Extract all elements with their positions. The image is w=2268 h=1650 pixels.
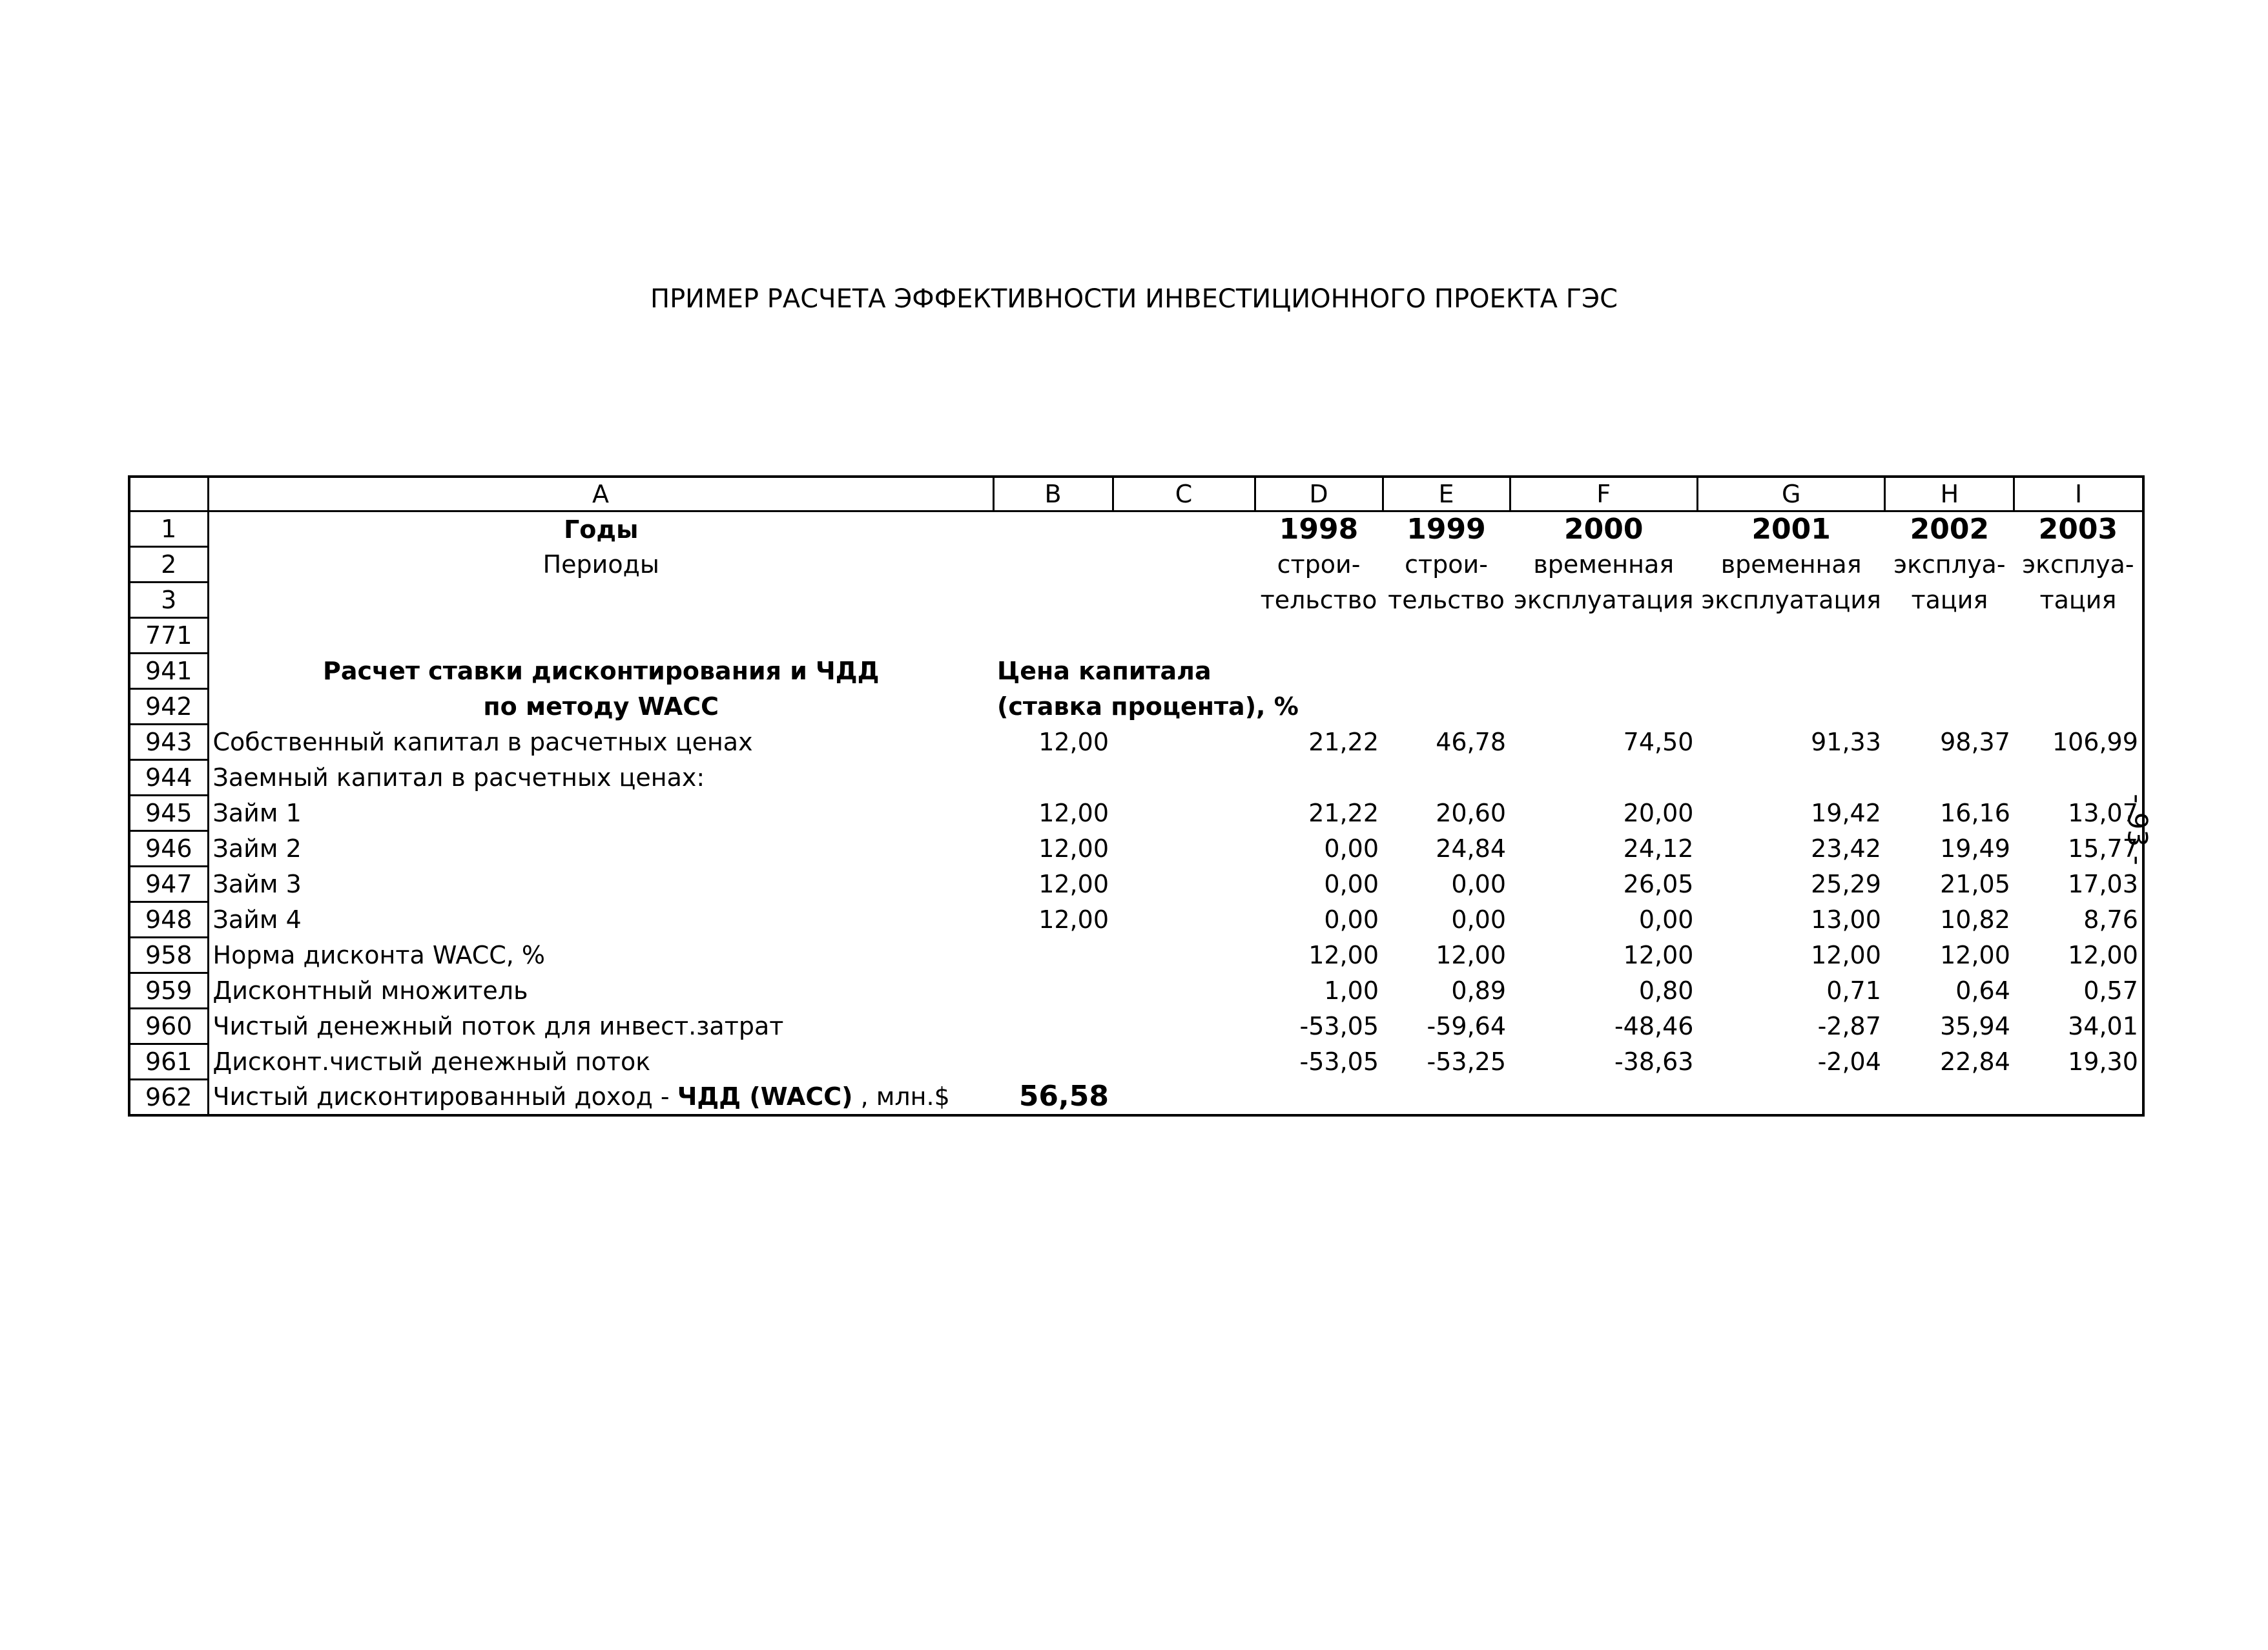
- table-row: [129, 583, 2143, 618]
- row-number[interactable]: 946: [129, 831, 208, 867]
- cell-h: 10,82: [1940, 905, 2010, 934]
- cell-f: 0,80: [1638, 976, 1694, 1005]
- cell-years-label: Годы: [208, 511, 993, 547]
- cell-e: 24,84: [1436, 834, 1506, 863]
- cell-f: -48,46: [1614, 1012, 1694, 1040]
- row-number[interactable]: 960: [129, 1009, 208, 1044]
- cell-f: 20,00: [1623, 799, 1694, 827]
- column-header-i[interactable]: I: [2014, 477, 2143, 511]
- row-number[interactable]: 942: [129, 689, 208, 725]
- section-heading-method: по методу WACC: [208, 689, 993, 725]
- row-number[interactable]: 959: [129, 973, 208, 1009]
- cell-b: 12,00: [1038, 799, 1109, 827]
- cell-h: 22,84: [1940, 1047, 2010, 1076]
- cell-i: 106,99: [2052, 728, 2138, 756]
- row-number[interactable]: 2: [129, 547, 208, 583]
- cell-h: 0,64: [1955, 976, 2010, 1005]
- row-label: Займ 3: [208, 867, 993, 902]
- column-header-c[interactable]: C: [1113, 477, 1255, 511]
- cell-i: 19,30: [2068, 1047, 2138, 1076]
- page-number: - 93 -: [2121, 794, 2154, 865]
- table-row: [129, 511, 2143, 547]
- document-title: ПРИМЕР РАСЧЕТА ЭФФЕКТИВНОСТИ ИНВЕСТИЦИОННОГО ПРОЕКТА ГЭС: [650, 284, 1618, 314]
- table-row: [129, 796, 2143, 831]
- cell-b: 12,00: [1038, 834, 1109, 863]
- table-row: [129, 760, 2143, 796]
- table-row: [129, 938, 2143, 973]
- cell-periods-label: Периоды: [208, 547, 993, 583]
- cell-year-d: 1998: [1279, 512, 1359, 546]
- cell-i: 34,01: [2068, 1012, 2138, 1040]
- cell-e: -53,25: [1427, 1047, 1506, 1076]
- table-row: [129, 1009, 2143, 1044]
- cell-period-g: временная: [1720, 550, 1862, 579]
- cell-e: 0,00: [1451, 870, 1506, 898]
- cell-g: 19,42: [1811, 799, 1881, 827]
- cell-period2-g: эксплуатация: [1701, 586, 1881, 614]
- cell-d: -53,05: [1299, 1012, 1379, 1040]
- column-header-g[interactable]: G: [1697, 477, 1884, 511]
- cell-h: 19,49: [1940, 834, 2010, 863]
- capital-price-subheading: (ставка процента), %: [997, 692, 1299, 721]
- row-number[interactable]: 945: [129, 796, 208, 831]
- cell-h: 35,94: [1940, 1012, 2010, 1040]
- column-header-e[interactable]: E: [1383, 477, 1510, 511]
- row-label: Дисконтный множитель: [208, 973, 993, 1009]
- cell-f: 24,12: [1623, 834, 1694, 863]
- table-row: [129, 1044, 2143, 1080]
- row-label: Заемный капитал в расчетных ценах:: [208, 760, 993, 796]
- row-number[interactable]: 3: [129, 583, 208, 618]
- cell-e: 0,00: [1451, 905, 1506, 934]
- cell-g: 25,29: [1811, 870, 1881, 898]
- cell-d: 21,22: [1308, 728, 1379, 756]
- row-label-npv: [208, 1080, 993, 1116]
- table-row: [129, 618, 2143, 654]
- table-row: [129, 547, 2143, 583]
- cell-e: 20,60: [1436, 799, 1506, 827]
- row-label: Чистый денежный поток для инвест.затрат: [208, 1009, 993, 1044]
- column-header-row: [129, 477, 2143, 511]
- npv-label-suffix: , млн.$: [852, 1082, 950, 1111]
- cell-i: 8,76: [2083, 905, 2138, 934]
- row-label: Займ 4: [208, 902, 993, 938]
- table-row: [129, 725, 2143, 760]
- cell-e: 46,78: [1436, 728, 1506, 756]
- row-label: Норма дисконта WACC, %: [208, 938, 993, 973]
- npv-label-bold: ЧДД (WACC): [677, 1082, 853, 1111]
- cell-period2-i: тация: [2039, 586, 2117, 614]
- table-row: [129, 689, 2143, 725]
- cell-g: -2,04: [1817, 1047, 1881, 1076]
- cell-d: 0,00: [1324, 834, 1379, 863]
- row-number[interactable]: 947: [129, 867, 208, 902]
- cell-d: 0,00: [1324, 870, 1379, 898]
- cell-f: -38,63: [1614, 1047, 1694, 1076]
- npv-value: 56,58: [1018, 1080, 1109, 1113]
- cell-period-f: временная: [1533, 550, 1675, 579]
- cell-d: 1,00: [1324, 976, 1379, 1005]
- table-row: [129, 973, 2143, 1009]
- cell-e: -59,64: [1427, 1012, 1506, 1040]
- table-row: [129, 902, 2143, 938]
- column-header-f[interactable]: F: [1510, 477, 1697, 511]
- table-row: [129, 867, 2143, 902]
- cell-g: 23,42: [1811, 834, 1881, 863]
- cell-g: 13,00: [1811, 905, 1881, 934]
- cell-i: 12,00: [2068, 941, 2138, 969]
- table-row: [129, 1080, 2143, 1116]
- cell-i: 13,07: [2068, 799, 2138, 827]
- cell-d: -53,05: [1299, 1047, 1379, 1076]
- cell-year-f: 2000: [1563, 512, 1644, 546]
- cell-h: 98,37: [1940, 728, 2010, 756]
- row-number[interactable]: 941: [129, 654, 208, 689]
- cell-g: -2,87: [1817, 1012, 1881, 1040]
- column-header-h[interactable]: H: [1885, 477, 2014, 511]
- cell-period-e: строи-: [1405, 550, 1488, 579]
- row-label: Дисконт.чистый денежный поток: [208, 1044, 993, 1080]
- spreadsheet-table: [128, 475, 2145, 1117]
- cell-h: 21,05: [1940, 870, 2010, 898]
- cell-e: 12,00: [1436, 941, 1506, 969]
- npv-label-prefix: Чистый дисконтированный доход -: [212, 1082, 677, 1111]
- cell-period2-e: тельство: [1388, 586, 1505, 614]
- cell-period2-h: тация: [1911, 586, 1988, 614]
- column-header-b[interactable]: B: [993, 477, 1113, 511]
- cell-i: 15,77: [2068, 834, 2138, 863]
- row-number[interactable]: 943: [129, 725, 208, 760]
- table-row: [129, 831, 2143, 867]
- cell-year-h: 2002: [1910, 512, 1990, 546]
- row-label: Займ 1: [208, 796, 993, 831]
- row-number[interactable]: 961: [129, 1044, 208, 1080]
- row-number[interactable]: 962: [129, 1080, 208, 1116]
- cell-g: 91,33: [1811, 728, 1881, 756]
- row-number[interactable]: 948: [129, 902, 208, 938]
- cell-i: 17,03: [2068, 870, 2138, 898]
- cell-period2-d: тельство: [1260, 586, 1377, 614]
- cell-i: 0,57: [2083, 976, 2138, 1005]
- cell-d: 12,00: [1308, 941, 1379, 969]
- cell-period-i: эксплуа-: [2022, 550, 2134, 579]
- cell-period-h: эксплуа-: [1893, 550, 2006, 579]
- cell-year-e: 1999: [1407, 512, 1486, 546]
- row-number[interactable]: 944: [129, 760, 208, 796]
- cell-h: 16,16: [1940, 799, 2010, 827]
- column-header-a[interactable]: A: [208, 477, 993, 511]
- column-header-d[interactable]: D: [1255, 477, 1383, 511]
- row-number[interactable]: 1: [129, 511, 208, 547]
- row-label: Займ 2: [208, 831, 993, 867]
- row-label: Собственный капитал в расчетных ценах: [208, 725, 993, 760]
- cell-f: 12,00: [1623, 941, 1694, 969]
- cell-f: 26,05: [1623, 870, 1694, 898]
- table-row: [129, 654, 2143, 689]
- row-number[interactable]: 771: [129, 618, 208, 654]
- cell-period2-f: эксплуатация: [1514, 586, 1694, 614]
- cell-period-d: строи-: [1277, 550, 1361, 579]
- cell-g: 0,71: [1826, 976, 1881, 1005]
- cell-b: 12,00: [1038, 905, 1109, 934]
- cell-b: 12,00: [1038, 870, 1109, 898]
- cell-b: 12,00: [1038, 728, 1109, 756]
- cell-year-i: 2003: [2038, 512, 2118, 546]
- cell-d: 0,00: [1324, 905, 1379, 934]
- corner-cell[interactable]: [129, 477, 208, 511]
- cell-f: 74,50: [1623, 728, 1694, 756]
- cell-h: 12,00: [1940, 941, 2010, 969]
- cell-f: 0,00: [1638, 905, 1694, 934]
- section-heading: Расчет ставки дисконтирования и ЧДД: [208, 654, 993, 689]
- cell-d: 21,22: [1308, 799, 1379, 827]
- row-number[interactable]: 958: [129, 938, 208, 973]
- cell-g: 12,00: [1811, 941, 1881, 969]
- cell-e: 0,89: [1451, 976, 1506, 1005]
- capital-price-heading: Цена капитала: [997, 657, 1211, 685]
- cell-year-g: 2001: [1751, 512, 1831, 546]
